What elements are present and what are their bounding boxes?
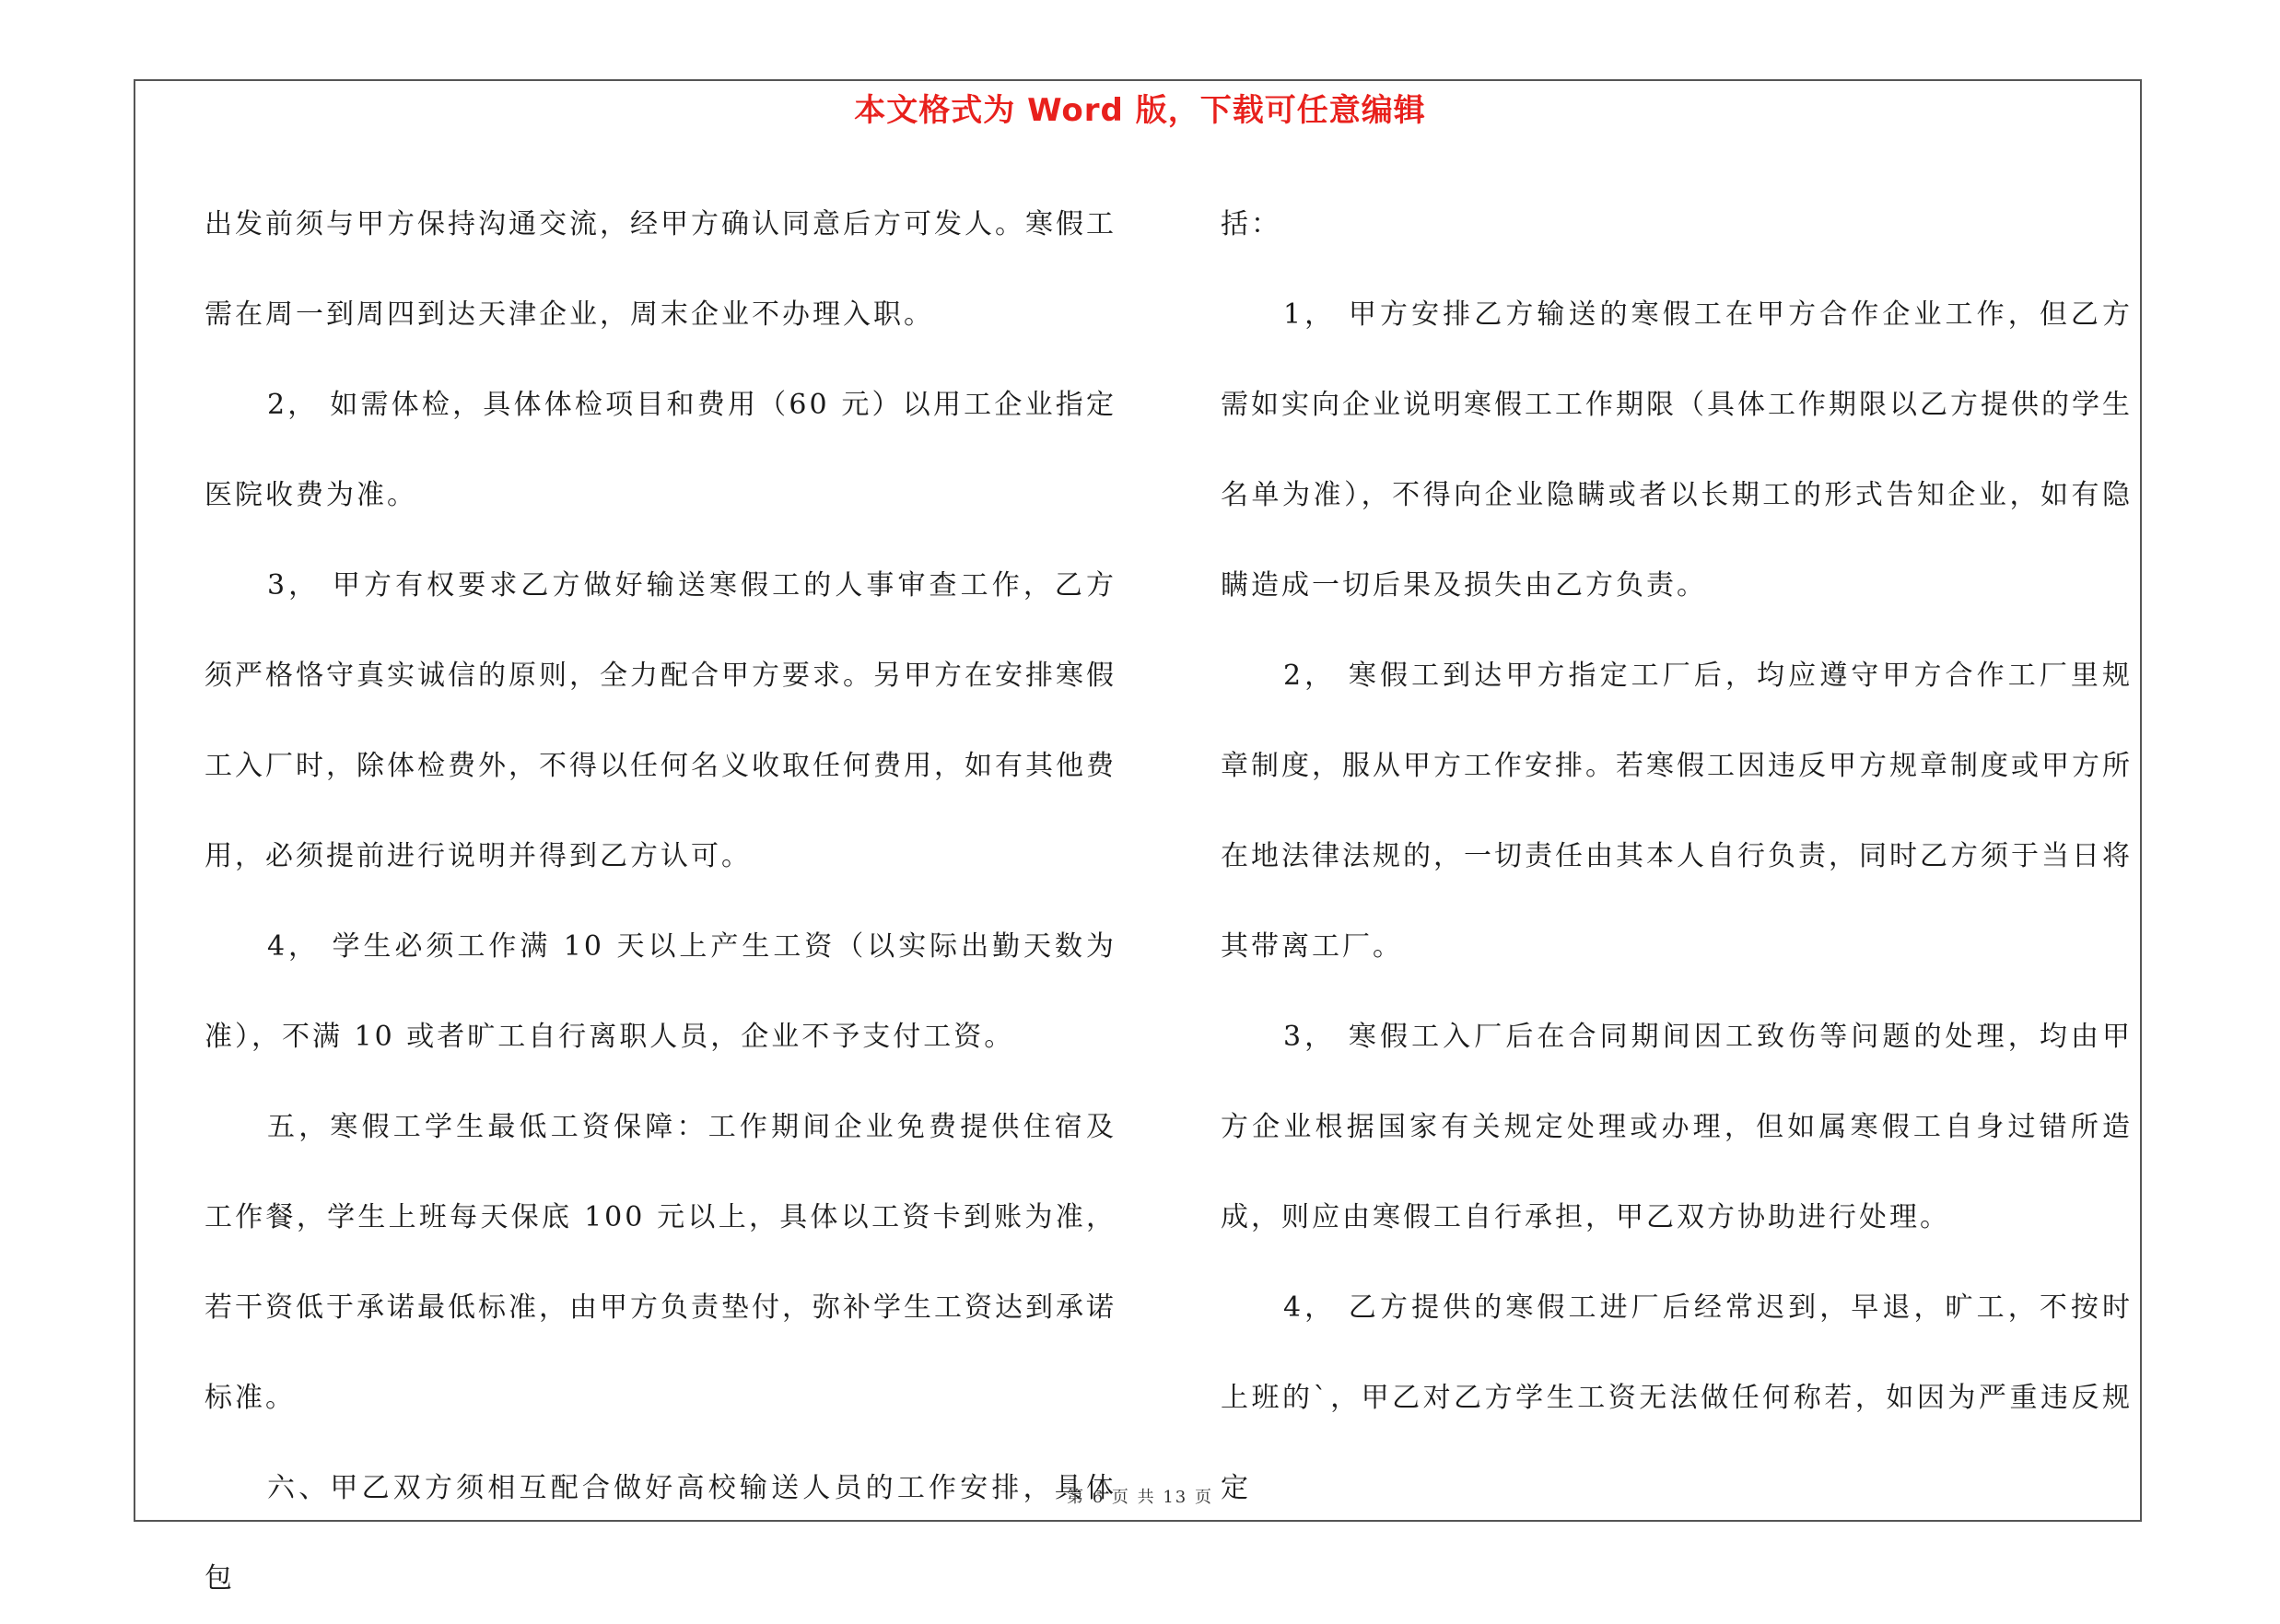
page-number-footer: 第 6 页 共 13 页 [1067,1488,1213,1507]
paragraph: 3， 甲方有权要求乙方做好输送寒假工的人事审查工作，乙方须严格恪守真实诚信的原则，全力配合甲方要求。另甲方在安排寒假工入厂时，除体检费外，不得以任何名义收取任何费用，如有其他费用，必须提前进行说明并得到乙方认可。 [205,569,1117,872]
paragraph: 六、甲乙双方须相互配合做好高校输送人员的工作安排，具体包 [205,1472,1117,1595]
paragraph: 2， 如需体检，具体体检项目和费用（60 元）以用工企业指定医院收费为准。 [205,389,1117,511]
paragraph: 4， 学生必须工作满 10 天以上产生工资（以实际出勤天数为准），不满 10 或者旷工自行离职人员，企业不予支付工资。 [205,930,1117,1053]
paragraph: 1， 甲方安排乙方输送的寒假工在甲方合作企业工作，但乙方需如实向企业说明寒假工工作期限（具体工作期限以乙方提供的学生名单为准），不得向企业隐瞒或者以长期工的形式告知企业，如有隐瞒造成一切后果及损失由乙方负责。 [1221,298,2133,602]
right-text-column [1221,180,2133,1534]
word-format-banner: 本文格式为 Word 版，下载可任意编辑 [854,92,1426,129]
paragraph: 2， 寒假工到达甲方指定工厂后，均应遵守甲方合作工厂里规章制度，服从甲方工作安排。若寒假工因违反甲方规章制度或甲方所在地法律法规的，一切责任由其本人自行负责，同时乙方须于当日将其带离工厂。 [1221,660,2133,963]
paragraph: 五，寒假工学生最低工资保障：工作期间企业免费提供住宿及工作餐，学生上班每天保底 100 元以上，具体以工资卡到账为准，若干资低于承诺最低标准，由甲方负责垫付，弥补学生工资达到承诺标准。 [205,1111,1117,1414]
paragraph: 4， 乙方提供的寒假工进厂后经常迟到，早退，旷工，不按时上班的`，甲乙对乙方学生工资无法做任何称若，如因为严重违反规定 [1221,1291,2133,1504]
paragraph: 3， 寒假工入厂后在合同期间因工致伤等问题的处理，均由甲方企业根据国家有关规定处理或办理，但如属寒假工自身过错所造成，则应由寒假工自行承担，甲乙双方协助进行处理。 [1221,1021,2133,1233]
paragraph: 出发前须与甲方保持沟通交流，经甲方确认同意后方可发人。寒假工需在周一到周四到达天津企业，周末企业不办理入职。 [205,208,1117,331]
paragraph: 括： [1221,208,1281,240]
left-text-column [205,180,1117,1624]
